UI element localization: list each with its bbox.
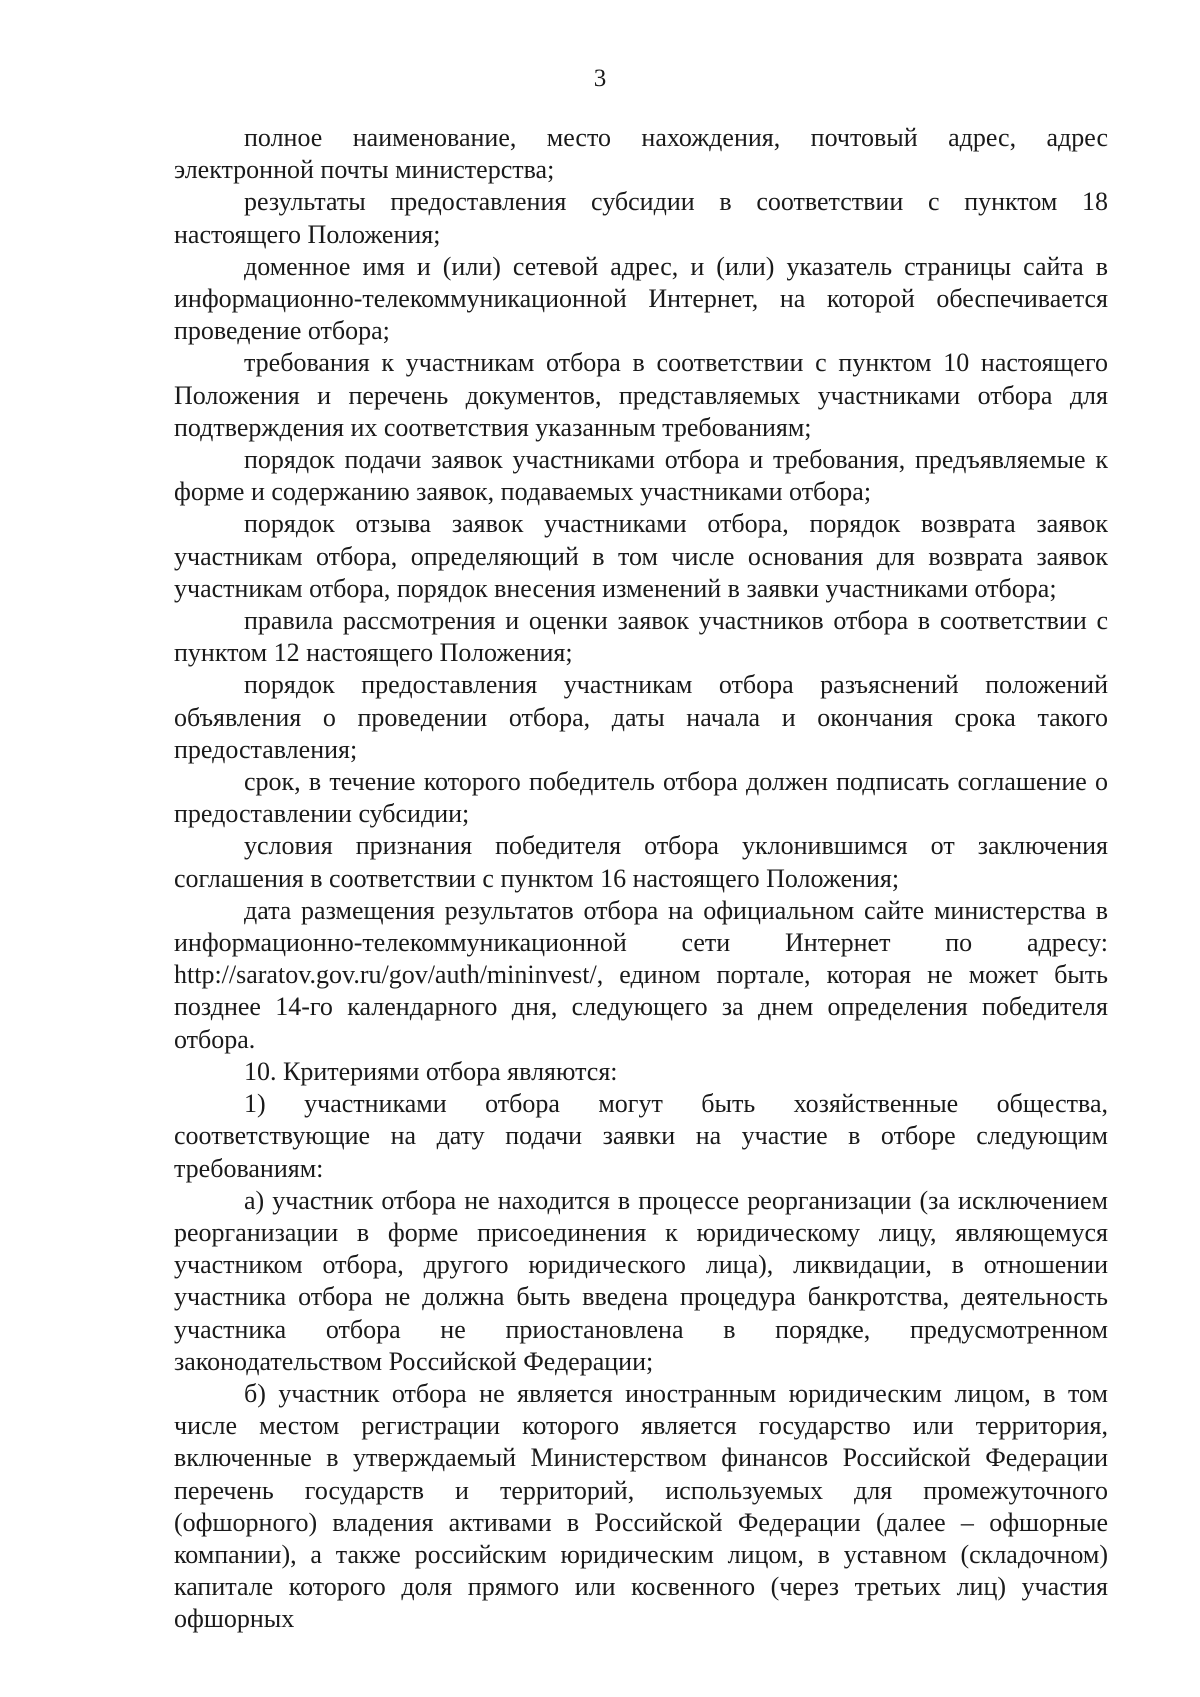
paragraph-clarifications: порядок предоставления участникам отбора разъяснений положений объявления о проведении отбора, даты начала и окончания срока такого предоставления; <box>174 670 1108 764</box>
paragraph-application-withdrawal: порядок отзыва заявок участниками отбора, порядок возврата заявок участникам отбора, определяющий в том числе основания для возврата заявок участникам отбора, порядок внесения изменений в заявки участниками отбора; <box>174 509 1108 603</box>
paragraph-evasion-conditions: условия признания победителя отбора уклонившимся от заключения соглашения в соответствии с пунктом 16 настоящего Положения; <box>174 831 1108 893</box>
document-body <box>174 122 1108 1636</box>
page-number: 3 <box>593 65 607 92</box>
paragraph-evaluation-rules: правила рассмотрения и оценки заявок участников отбора в соответствии с пунктом 12 настоящего Положения; <box>174 606 1108 668</box>
paragraph-org-name: полное наименование, место нахождения, почтовый адрес, адрес электронной почты министерства; <box>174 123 1108 185</box>
paragraph-participant-requirements: требования к участникам отбора в соответствии с пунктом 10 настоящего Положения и перечень документов, представляемых участниками отбора для подтверждения их соответствия указанным требованиям; <box>174 348 1108 442</box>
paragraph-section-10-heading: 10. Критериями отбора являются: <box>244 1056 618 1086</box>
paragraph-results-publication: дата размещения результатов отбора на официальном сайте министерства в информационно-телекоммуникационной сети Интернет по адресу: http://saratov.gov.ru/gov/auth/mininvest/, едином портале, которая не может быть позднее 14-го календарного дня, следующего за днем определения победителя отбора. <box>174 895 1108 1054</box>
paragraph-agreement-deadline: срок, в течение которого победитель отбора должен подписать соглашение о предоставлении субсидии; <box>174 767 1108 829</box>
paragraph-criterion-1: 1) участниками отбора могут быть хозяйственные общества, соответствующие на дату подачи заявки на участие в отборе следующим требованиям: <box>174 1089 1108 1183</box>
paragraph-criterion-1b: б) участник отбора не является иностранным юридическим лицом, в том числе местом регистрации которого является государство или территория, включенные в утверждаемый Министерством финансов Российской Федерации перечень государств и территорий, используемых для промежуточного (офшорного) владения активами в Российской Федерации (далее – офшорные компании), а также российским юридическим лицом, в уставном (складочном) капитале которого доля прямого или косвенного (через третьих лиц) участия офшорных <box>174 1378 1108 1634</box>
paragraph-subsidy-results: результаты предоставления субсидии в соответствии с пунктом 18 настоящего Положения; <box>174 187 1108 249</box>
paragraph-application-procedure: порядок подачи заявок участниками отбора и требования, предъявляемые к форме и содержанию заявок, подаваемых участниками отбора; <box>174 445 1108 507</box>
paragraph-criterion-1a: а) участник отбора не находится в процессе реорганизации (за исключением реорганизации в форме присоединения к юридическому лицу, являющемуся участником отбора, другого юридического лица), ликвидации, в отношении участника отбора не должна быть введена процедура банкротства, деятельность участника отбора не приостановлена в порядке, предусмотренном законодательством Российской Федерации; <box>174 1185 1108 1376</box>
paragraph-domain-name: доменное имя и (или) сетевой адрес, и (или) указатель страницы сайта в информационно-телекоммуникационной Интернет, на которой обеспечивается проведение отбора; <box>174 251 1108 346</box>
